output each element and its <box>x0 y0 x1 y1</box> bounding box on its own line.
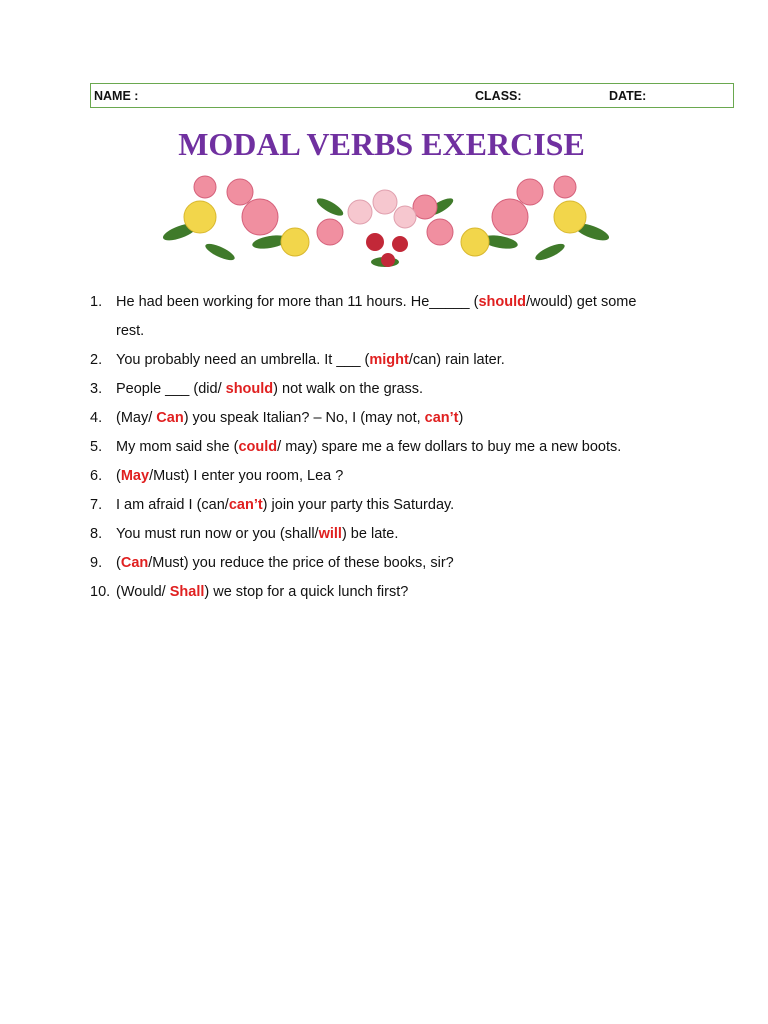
answer: will <box>318 526 342 542</box>
name-label: NAME : <box>94 89 139 103</box>
page-title: MODAL VERBS EXERCISE <box>178 126 585 162</box>
student-info-box <box>90 83 734 108</box>
exercise-item-9: 9. (Can/Must) you reduce the price of these books, sir? <box>90 555 454 571</box>
date-label: DATE: <box>609 89 647 103</box>
exercise-item-4: 4. (May/ Can) you speak Italian? – No, I (may not, can’t) <box>90 410 464 426</box>
answer: can’t <box>228 497 263 513</box>
exercise-list <box>90 288 690 607</box>
exercise-item-7: 7. I am afraid I (can/can’t) join your party this Saturday. <box>90 497 455 513</box>
exercise-item-1: 1. He had been working for more than 11 hours. He_____ (should/would) get some rest. <box>90 294 637 339</box>
answer: Shall <box>169 584 205 600</box>
flower-garland-icon <box>160 172 610 272</box>
answer: Can <box>120 555 149 571</box>
answer: can’t <box>424 410 459 426</box>
answer: should <box>225 381 274 397</box>
exercise-item-2: 2. You probably need an umbrella. It ___ (might/can) rain later. <box>90 352 505 368</box>
exercise-item-5: 5. My mom said she (could/ may) spare me a few dollars to buy me a new boots. <box>90 439 622 455</box>
light-blossoms <box>348 190 416 228</box>
exercise-item-6: 6. (May/Must) I enter you room, Lea ? <box>90 468 344 484</box>
exercise-item-10: 10. (Would/ Shall) we stop for a quick lunch first? <box>90 584 409 600</box>
answer: could <box>238 439 278 455</box>
answer: Can <box>156 410 184 426</box>
exercise-item-3: 3. People ___ (did/ should) not walk on the grass. <box>90 381 424 397</box>
class-label: CLASS: <box>475 89 522 103</box>
exercise-item-8: 8. You must run now or you (shall/will) be late. <box>90 526 399 542</box>
answer: May <box>120 468 150 484</box>
answer: should <box>478 294 526 310</box>
answer: might <box>369 352 409 368</box>
